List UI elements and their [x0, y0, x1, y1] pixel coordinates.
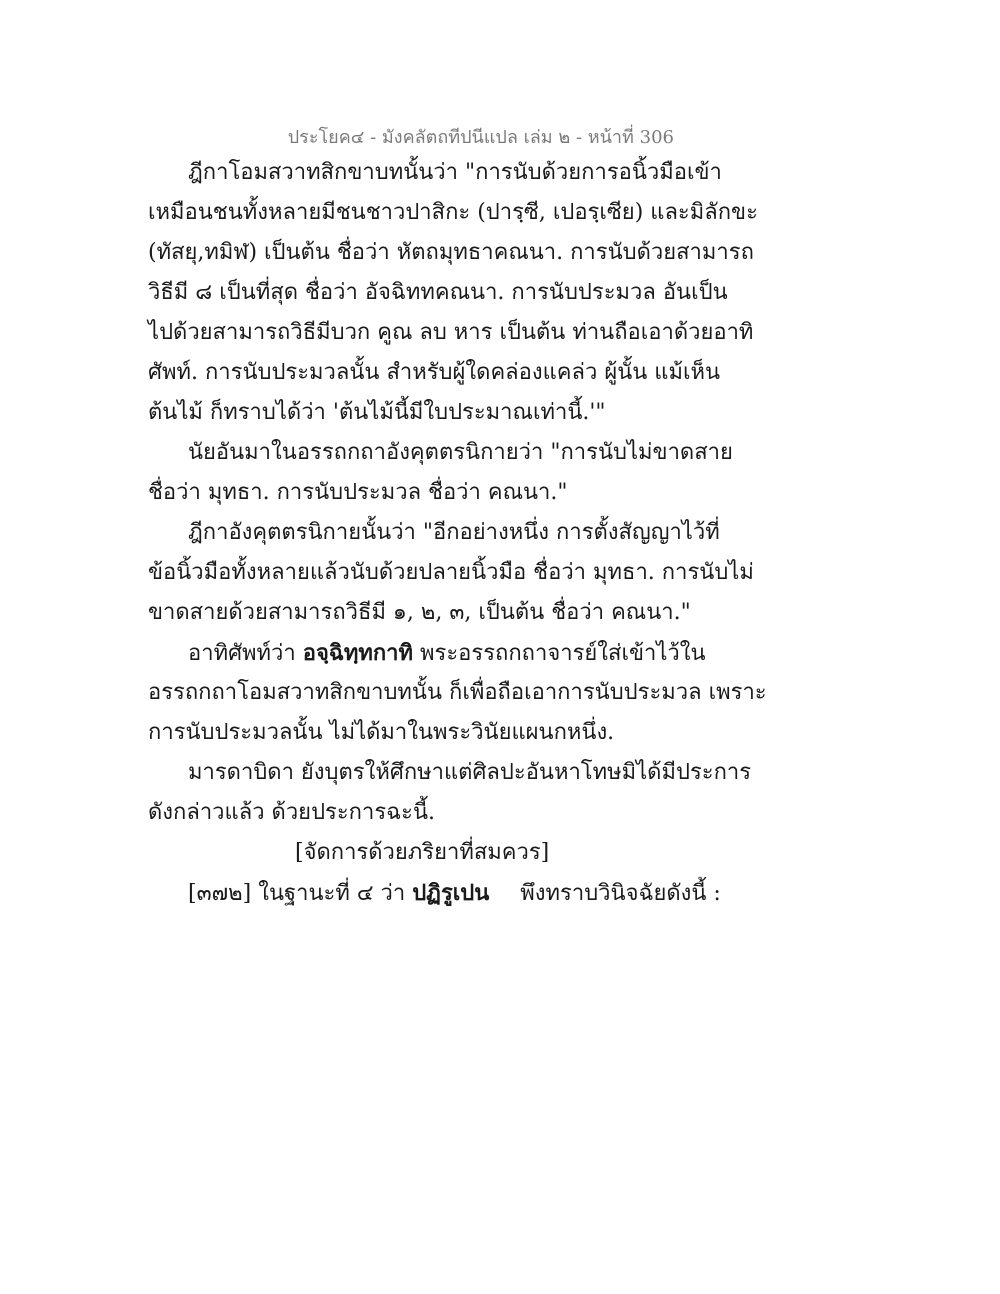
text-line: ชื่อว่า มุทธา. การนับประมวล ชื่อว่า คณนา." [148, 480, 568, 505]
text-line: ดังกล่าวแล้ว ด้วยประการฉะนี้. [148, 800, 435, 825]
text-line: นัยอันมาในอรรถกถาอังคุตตรนิกายว่า "การนับไม่ขาดสาย [188, 440, 733, 465]
text-line: ไปด้วยสามารถวิธีมีบวก คูณ ลบ หาร เป็นต้น ท่านถือเอาด้วยอาทิ [148, 320, 754, 345]
text-span: อาทิศัพท์ว่า [188, 641, 296, 666]
text-line: การนับประมวลนั้น ไม่ได้มาในพระวินัยแผนกหนึ่ง. [148, 720, 615, 745]
section-heading: [จัดการด้วยภริยาที่สมควร] [295, 840, 550, 865]
text-line: ต้นไม้ ก็ทราบได้ว่า 'ต้นไม้นี้มีใบประมาณเท่านี้.'" [148, 400, 606, 425]
text-span: [๓๗๒] ในฐานะที่ ๔ ว่า [188, 881, 406, 906]
bold-term: อจฺฉิทฺทกาทิ [302, 640, 414, 666]
text-line [188, 880, 728, 907]
text-line: มารดาบิดา ยังบุตรให้ศึกษาแต่ศิลปะอันหาโทษมิได้มีประการ [188, 760, 752, 785]
text-line: ข้อนิ้วมือทั้งหลายแล้วนับด้วยปลายนิ้วมือ ชื่อว่า มุทธา. การนับไม่ [148, 560, 754, 585]
text-line: ฎีกาโอมสวาทสิกขาบทนั้นว่า "การนับด้วยการอนิ้วมือเข้า [188, 160, 722, 185]
bold-term: ปฏิรูเปน [412, 880, 490, 906]
text-line: (ทัสยุ,ทมิฬ) เป็นต้น ชื่อว่า หัตถมุทธาคณนา. การนับด้วยสามารถ [148, 240, 754, 265]
text-line: ฎีกาอังคุตตรนิกายนั้นว่า "อีกอย่างหนึ่ง การตั้งสัญญาไว้ที่ [188, 520, 720, 545]
text-line [188, 640, 728, 667]
text-span: พึงทราบวินิจฉัยดังนี้ : [520, 881, 721, 906]
text-line: อรรถกถาโอมสวาทสิกขาบทนั้น ก็เพื่อถือเอาการนับประมวล เพราะ [148, 680, 767, 705]
text-line: ศัพท์. การนับประมวลนั้น สำหรับผู้ใดคล่องแคล่ว ผู้นั้น แม้เห็น [148, 360, 721, 385]
text-line: ขาดสายด้วยสามารถวิธีมี ๑, ๒, ๓, เป็นต้น ชื่อว่า คณนา." [148, 600, 691, 625]
text-line: วิธีมี ๘ เป็นที่สุด ชื่อว่า อัจฉิททคณนา. การนับประมวล อันเป็น [148, 280, 728, 305]
page-header: ประโยค๔ - มังคลัตถทีปนีแปล เล่ม ๒ - หน้าที่ 306 [287, 127, 674, 148]
text-span: พระอรรถกถาจารย์ใส่เข้าไว้ใน [420, 641, 706, 666]
text-line: เหมือนชนทั้งหลายมีชนชาวปาสิกะ (ปารฺซี, เปอรฺเซีย) และมิลักขะ [148, 200, 758, 225]
